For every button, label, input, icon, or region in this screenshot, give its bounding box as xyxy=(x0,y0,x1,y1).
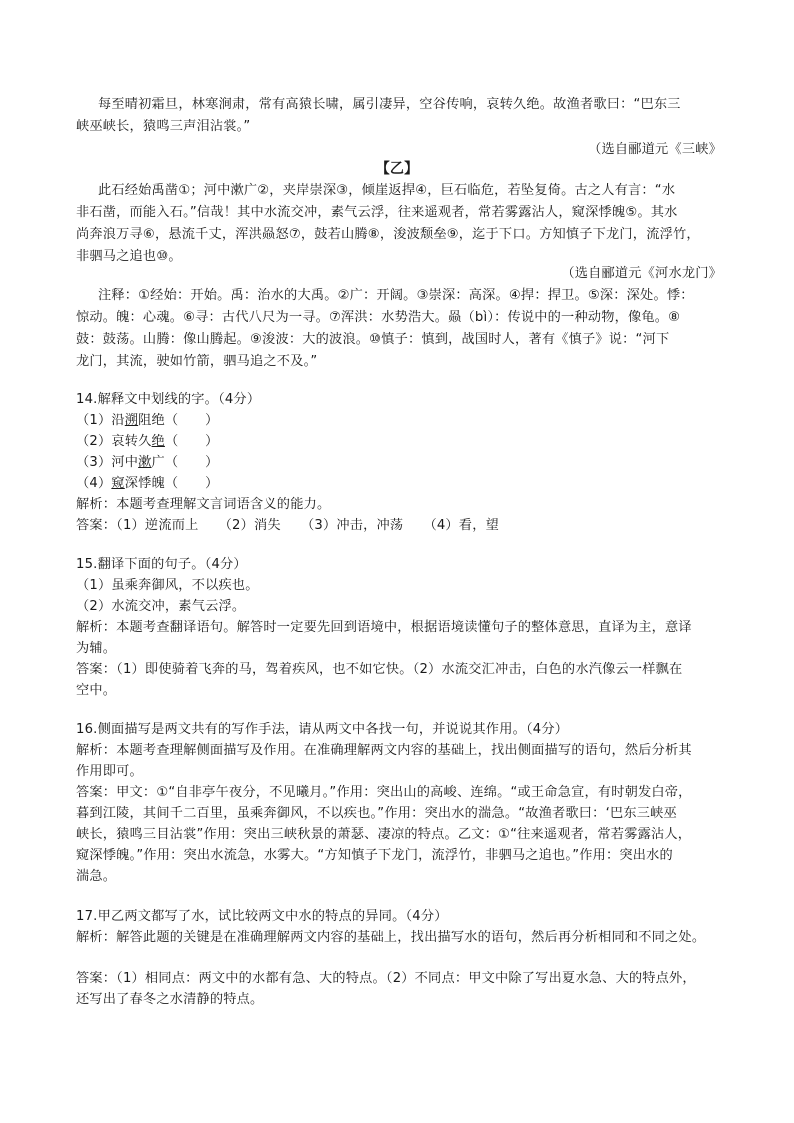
q14-item xyxy=(76,434,219,450)
q17-answer-line: 还写出了春冬之水清静的特点。 xyxy=(76,992,264,1007)
item-number: （2） xyxy=(76,434,112,449)
item-number: （3） xyxy=(76,455,112,470)
yi-paragraph-line: 非石凿，而能入石。”信哉！其中水流交冲，素气云浮，往来遥观者，常若雾露沾人，窥深悸魄⑤。其水 xyxy=(76,205,678,220)
q14-answer: 答案：（1）逆流而上 （2）消失 （3）冲击，冲荡 （4）看，望 xyxy=(76,518,499,533)
q16-answer-line: 窥深悸魄。”作用：突出水流急，水雾大。“方知慎子下龙门，流浮竹，非驷马之追也。”作用：突出水的 xyxy=(76,848,673,863)
item-text: 哀转久 xyxy=(111,434,152,449)
item-text: 广（ ） xyxy=(151,455,219,470)
q17-answer-line: 答案：（1）相同点：两文中的水都有急、大的特点。（2）不同点：甲文中除了写出夏水急、大的特点外， xyxy=(76,971,696,986)
q16-answer-line: 答案：甲文：①“自非亭午夜分，不见曦月。”作用：突出山的高峻、连绵。“或王命急宣，有时朝发白帝， xyxy=(76,785,692,800)
item-text: 河中 xyxy=(111,455,139,470)
yi-paragraph-line: 此石经始禹凿①；河中漱广②，夹岸崇深③，倾崖返捍④，巨石临危，若坠复倚。古之人有言：“水 xyxy=(98,183,676,198)
q15-analysis-line: 为辅。 xyxy=(76,641,117,656)
q15-analysis-line: 解析：本题考查翻译语句。解答时一定要先回到语境中，根据语境读懂句子的整体意思，直译为主，意译 xyxy=(76,620,692,635)
q16-analysis-line: 作用即可。 xyxy=(76,764,143,779)
q15-item: （1）虽乘奔御风，不以疾也。 xyxy=(76,578,259,593)
yi-title: 【乙】 xyxy=(375,161,419,177)
jia-paragraph-line: 每至晴初霜旦，林寒涧肃，常有高猿长啸，属引凄异，空谷传响，哀转久绝。故渔者歌曰：“巴东三 xyxy=(98,97,681,112)
q15-item: （2）水流交冲，素气云浮。 xyxy=(76,599,246,614)
underlined-char: 窥 xyxy=(111,476,125,491)
underlined-char: 溯 xyxy=(124,413,139,428)
q15-title: 15.翻译下面的句子。（4分） xyxy=(76,557,247,572)
underlined-char: 漱 xyxy=(138,455,152,470)
item-number: （4） xyxy=(76,476,112,491)
q16-analysis-line: 解析：本题考查理解侧面描写及作用。在准确理解两文内容的基础上，找出侧面描写的语句，然后分析其 xyxy=(76,743,692,758)
q14-item xyxy=(76,476,218,492)
q17-title: 17.甲乙两文都写了水，试比较两文中水的特点的异同。（4分） xyxy=(76,909,448,924)
yi-paragraph-line: 非驷马之追也⑩。 xyxy=(76,249,182,264)
item-number: （1） xyxy=(76,413,112,428)
jia-paragraph-line: 峡巫峡长，猿鸣三声泪沾裳。” xyxy=(76,119,251,134)
q16-title: 16.侧面描写是两文共有的写作手法，请从两文中各找一句，并说说其作用。（4分） xyxy=(76,722,569,737)
q16-answer-line: 暮到江陵，其间千二百里，虽乘奔御风，不以疾也。”作用：突出水的湍急。“故渔者歌曰：‘巴东三峡巫 xyxy=(76,806,677,821)
item-text: （ ） xyxy=(164,434,219,449)
notes-line: 龙门，其流，驶如竹箭，驷马追之不及。” xyxy=(76,354,318,369)
q15-answer-line: 答案：（1）即使骑着飞奔的马，驾着疾风，也不如它快。（2）水流交汇冲击，白色的水汽像云一样飘在 xyxy=(76,662,683,677)
notes-line: 惊动。魄：心魂。⑥寻：古代八尺为一寻。⑦浑洪：水势浩大。赑（bì）：传说中的一种动物，像龟。⑧ xyxy=(76,310,681,325)
item-text: 阻绝（ ） xyxy=(138,413,219,428)
notes-line: 鼓：鼓荡。山腾：像山腾起。⑨浚波：大的波浪。⑩慎子：慎到，战国时人，著有《慎子》说：“河下 xyxy=(76,332,670,347)
underlined-char: 绝 xyxy=(151,434,165,449)
q14-title: 14.解释文中划线的字。（4分） xyxy=(76,392,261,407)
yi-paragraph-line: 尚奔浪万寻⑥，悬流千丈，浑洪赑怒⑦，鼓若山腾⑧，浚波颓垒⑨，迄于下口。方知慎子下龙门，流浮竹， xyxy=(76,227,700,242)
jia-source: （选自郦道元《三峡》 xyxy=(588,142,722,157)
q15-answer-line: 空中。 xyxy=(76,683,117,698)
q17-analysis: 解析：解答此题的关键是在准确理解两文内容的基础上，找出描写水的语句，然后再分析相同和不同之处。 xyxy=(76,930,706,945)
q16-answer-line: 湍急。 xyxy=(76,869,117,884)
item-text: 沿 xyxy=(111,413,125,428)
q14-analysis: 解析：本题考查理解文言词语含义的能力。 xyxy=(76,497,331,512)
q14-item xyxy=(76,413,218,429)
q14-item xyxy=(76,455,218,471)
notes-line: 注释：①经始：开始。禹：治水的大禹。②广：开阔。③崇深：高深。④捍：捍卫。⑤深：深处。悸： xyxy=(98,288,694,303)
yi-source: （选自郦道元《河水龙门》 xyxy=(561,266,722,281)
q16-answer-line: 峡长，猿鸣三目沾裳”作用：突出三峡秋景的萧瑟、凄凉的特点。乙文：①“往来遥观者，常若雾露沾人， xyxy=(76,827,692,842)
item-text: 深悸魄（ ） xyxy=(124,476,219,491)
